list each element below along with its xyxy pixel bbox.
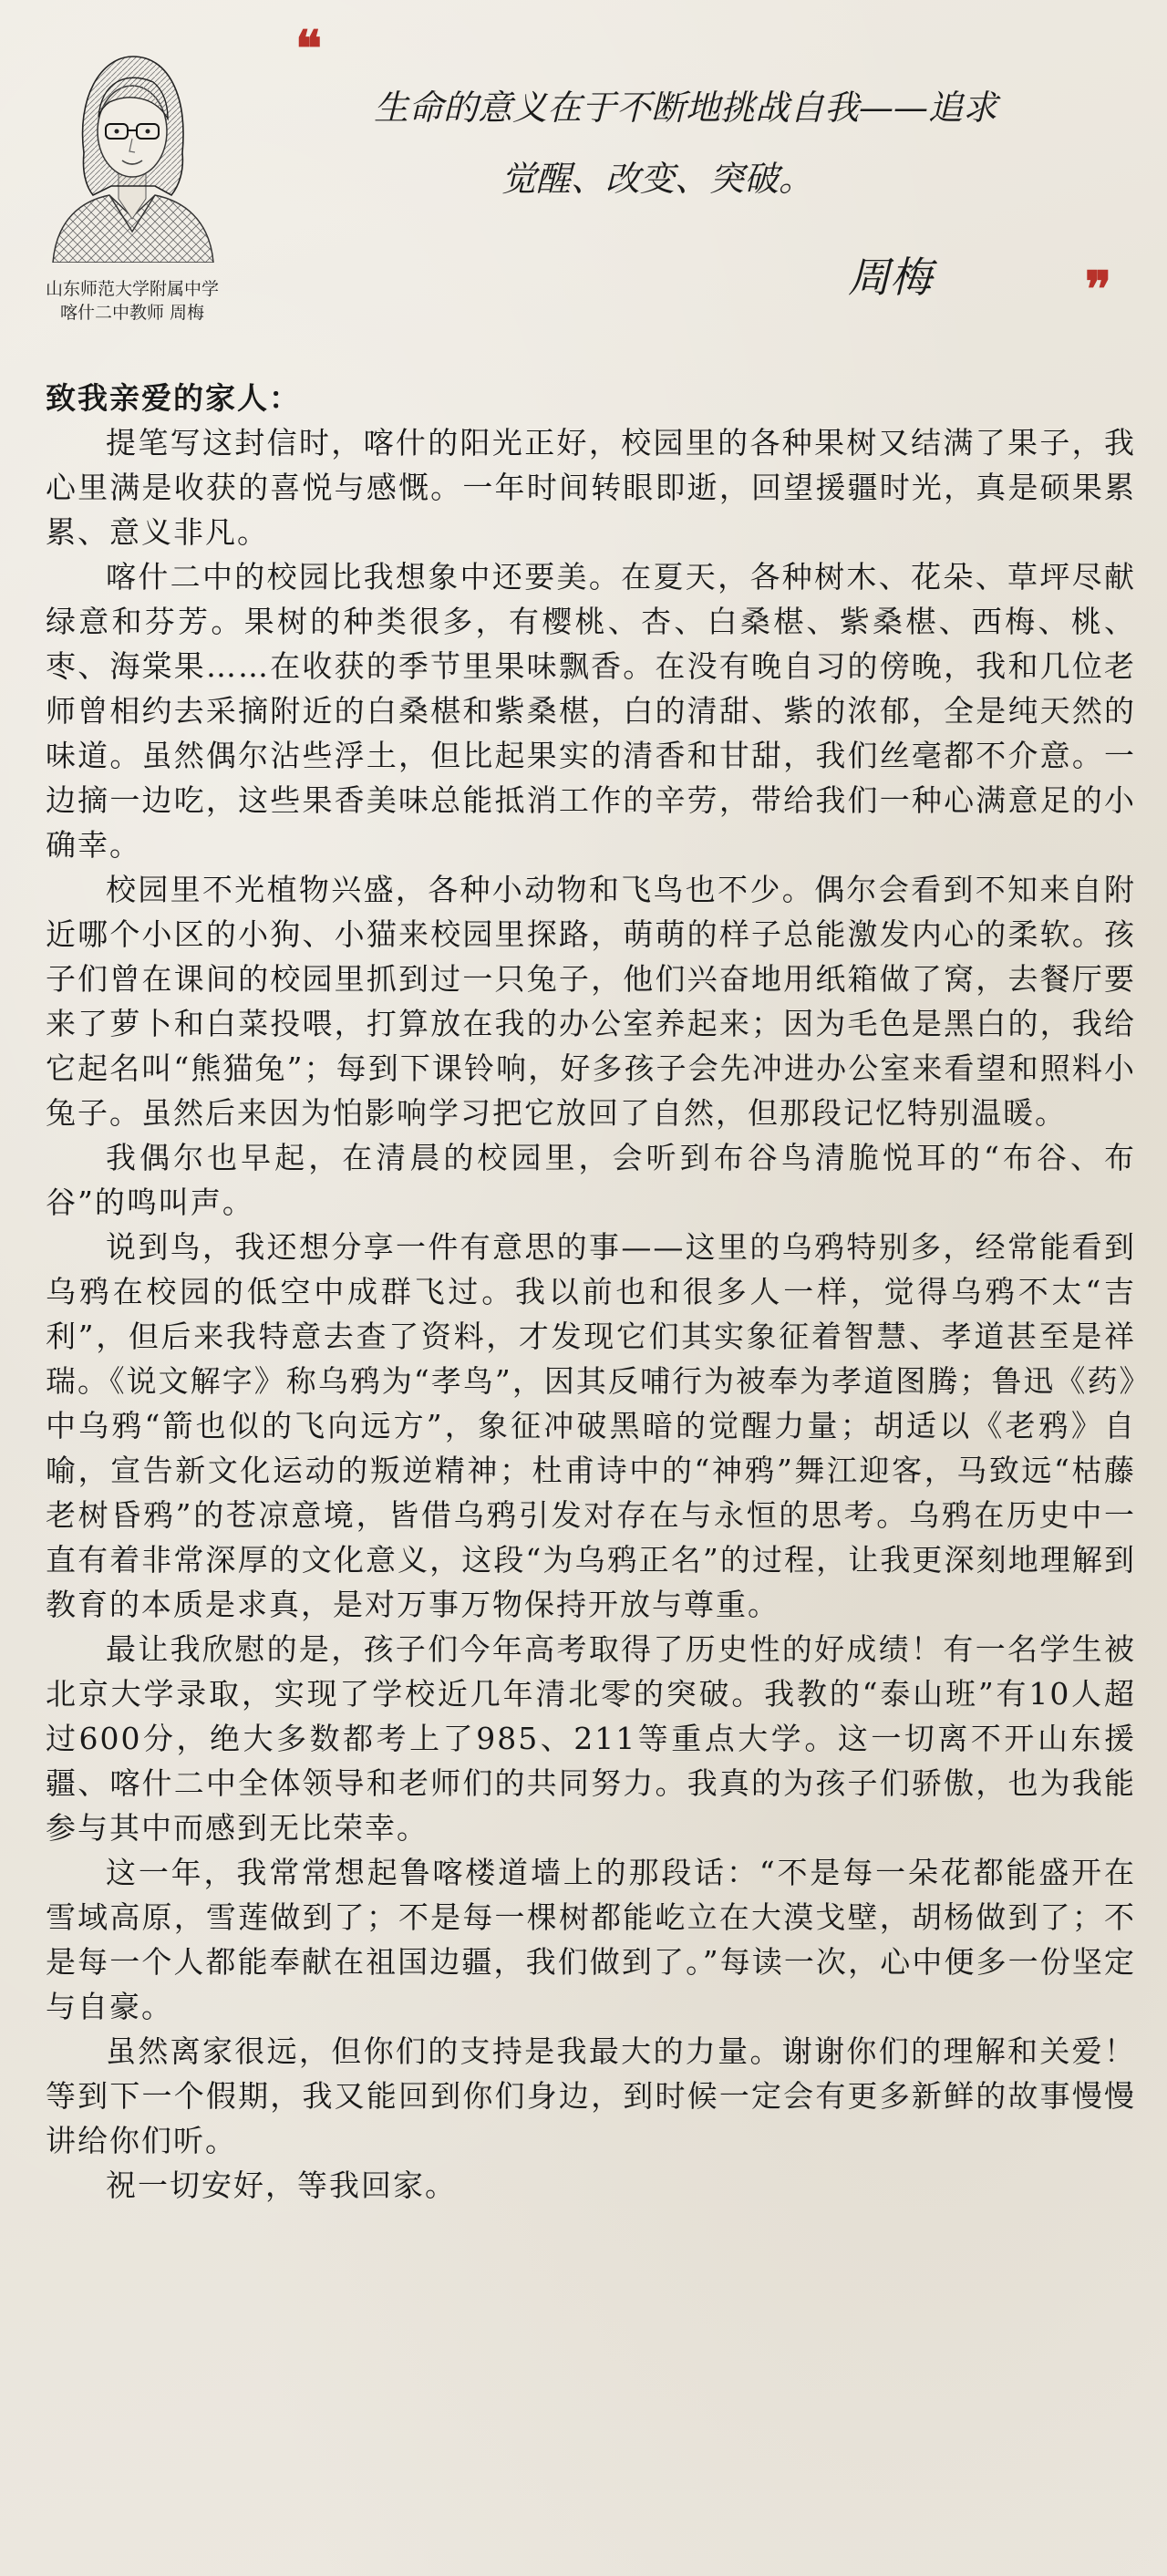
header <box>0 0 1167 337</box>
letter-closing: 祝一切安好，等我回家。 <box>106 2167 457 2203</box>
author-school: 山东师范大学附属中学 <box>45 279 219 299</box>
letter-body <box>46 376 1136 2208</box>
author-title: 喀什二中教师 周梅 <box>59 303 205 323</box>
author-portrait <box>46 44 219 263</box>
letter-paragraph: 最让我欣慰的是，孩子们今年高考取得了历史性的好成绩！有一名学生被北京大学录取，实现了学校近几年清北零的突破。我教的“泰山班”有10人超过600分，绝大多数都考上了985、211等重点大学。这一切离不开山东援疆、喀什二中全体领导和老师们的共同努力。我真的为孩子们骄傲，也为我能参与其中而感到无比荣幸。 <box>46 1631 1136 1846</box>
letter-paragraph: 这一年，我常常想起鲁喀楼道墙上的那段话：“不是每一朵花都能盛开在雪域高原，雪莲做到了；不是每一棵树都能屹立在大漠戈壁，胡杨做到了；不是每一个人都能奉献在祖国边疆，我们做到了。”每读一次，心中便多一份坚定与自豪。 <box>46 1855 1136 2024</box>
author-caption <box>9 277 255 325</box>
letter-salutation: 致我亲爱的家人： <box>46 380 301 416</box>
letter-paragraph: 提笔写这封信时，喀什的阳光正好，校园里的各种果树又结满了果子，我心里满是收获的喜悦与感慨。一年时间转眼即逝，回望援疆时光，真是硕果累累、意义非凡。 <box>46 425 1136 550</box>
letter-paragraph: 虽然离家很远，但你们的支持是我最大的力量。谢谢你们的理解和关爱！等到下一个假期，我又能回到你们身边，到时候一定会有更多新鲜的故事慢慢讲给你们听。 <box>46 2033 1136 2158</box>
motto <box>374 82 1067 204</box>
motto-line-2: 觉醒、改变、突破。 <box>501 159 814 199</box>
quote-open-icon: ❝ <box>295 19 323 78</box>
motto-line-1: 生命的意义在于不断地挑战自我——追求 <box>374 88 998 128</box>
letter-paragraph: 说到鸟，我还想分享一件有意思的事——这里的乌鸦特别多，经常能看到乌鸦在校园的低空中成群飞过。我以前也和很多人一样，觉得乌鸦不太“吉利”，但后来我特意去查了资料，才发现它们其实象征着智慧、孝道甚至是祥瑞。《说文解字》称乌鸦为“孝鸟”，因其反哺行为被奉为孝道图腾；鲁迅《药》中乌鸦“箭也似的飞向远方”，象征冲破黑暗的觉醒力量；胡适以《老鸦》自喻，宣告新文化运动的叛逆精神；杜甫诗中的“神鸦”舞江迎客，马致远“枯藤老树昏鸦”的苍凉意境，皆借乌鸦引发对存在与永恒的思考。乌鸦在历史中一直有着非常深厚的文化意义，这段“为乌鸦正名”的过程，让我更深刻地理解到教育的本质是求真，是对万事万物保持开放与尊重。 <box>46 1229 1136 1622</box>
quote-close-icon: ❞ <box>1085 260 1112 318</box>
letter-paragraph: 喀什二中的校园比我想象中还要美。在夏天，各种树木、花朵、草坪尽献绿意和芬芳。果树的种类很多，有樱桃、杏、白桑椹、紫桑椹、西梅、桃、枣、海棠果……在收获的季节里果味飘香。在没有晚自习的傍晚，我和几位老师曾相约去采摘附近的白桑椹和紫桑椹，白的清甜、紫的浓郁，全是纯天然的味道。虽然偶尔沾些浮土，但比起果实的清香和甘甜，我们丝毫都不介意。一边摘一边吃，这些果香美味总能抵消工作的辛劳，带给我们一种心满意足的小确幸。 <box>46 559 1136 863</box>
letter-paragraph: 我偶尔也早起，在清晨的校园里，会听到布谷鸟清脆悦耳的“布谷、布谷”的鸣叫声。 <box>46 1140 1136 1220</box>
letter-paragraph: 校园里不光植物兴盛，各种小动物和飞鸟也不少。偶尔会看到不知来自附近哪个小区的小狗、小猫来校园里探路，萌萌的样子总能激发内心的柔软。孩子们曾在课间的校园里抓到过一只兔子，他们兴奋地用纸箱做了窝，去餐厅要来了萝卜和白菜投喂，打算放在我的办公室养起来；因为毛色是黑白的，我给它起名叫“熊猫兔”；每到下课铃响，好多孩子会先冲进办公室来看望和照料小兔子。虽然后来因为怕影响学习把它放回了自然，但那段记忆特别温暖。 <box>46 872 1136 1131</box>
handwritten-signature: 周梅 <box>848 253 932 302</box>
portrait-sketch-icon <box>46 44 219 263</box>
